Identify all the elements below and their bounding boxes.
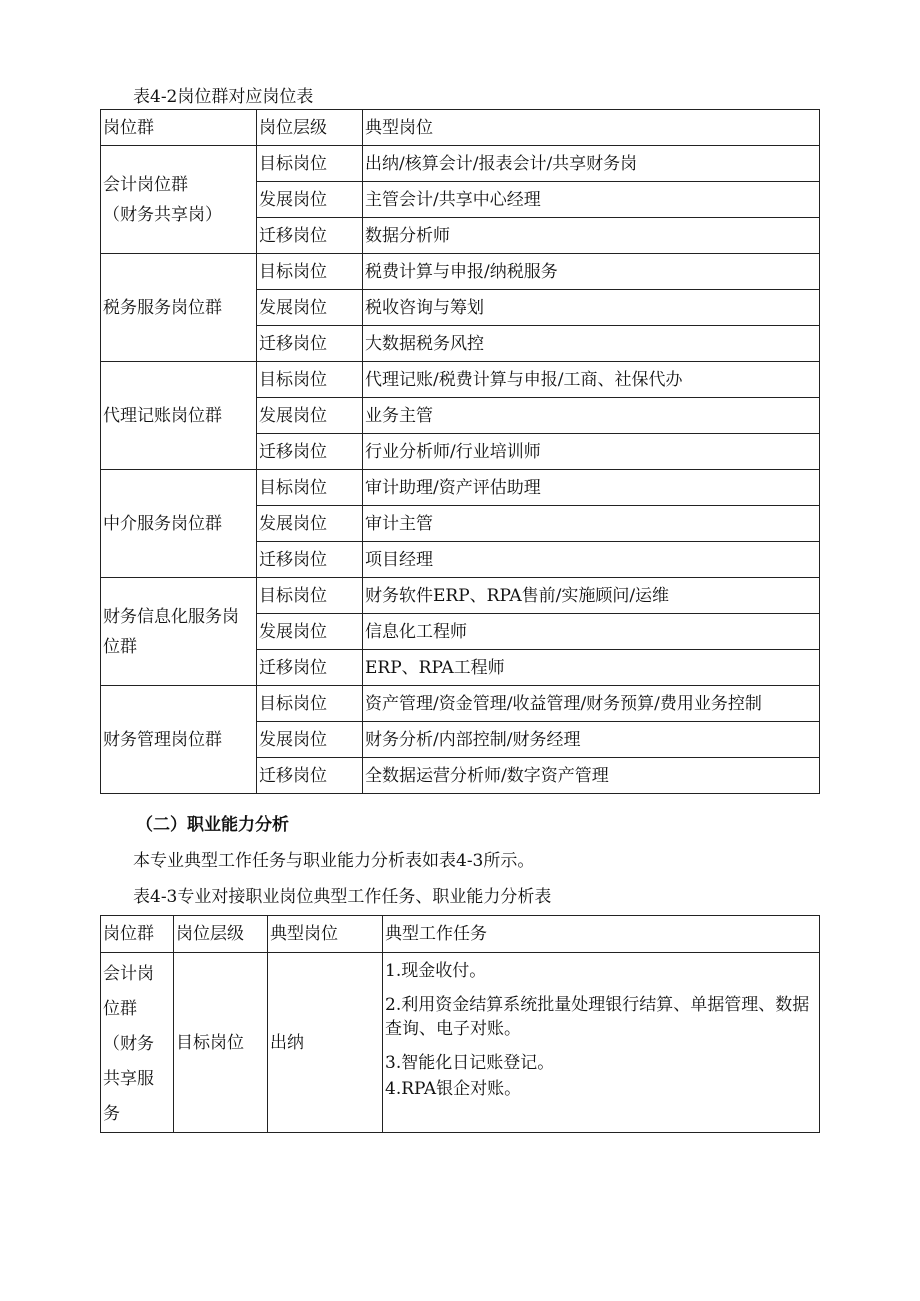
level-cell: 目标岗位 <box>257 362 363 398</box>
jobs-cell: 出纳/核算会计/报表会计/共享财务岗 <box>363 146 820 182</box>
header-cell: 典型岗位 <box>268 916 383 953</box>
level-cell: 发展岗位 <box>257 290 363 326</box>
jobs-cell: 大数据税务风控 <box>363 326 820 362</box>
level-cell: 目标岗位 <box>257 578 363 614</box>
jobs-cell: 审计助理/资产评估助理 <box>363 470 820 506</box>
job-group-name: 务 <box>103 1104 120 1124</box>
jobs-cell: 资产管理/资金管理/收益管理/财务预算/费用业务控制 <box>363 686 820 722</box>
level-cell: 目标岗位 <box>257 146 363 182</box>
job-group-name: 位群 <box>103 999 137 1019</box>
task-item: 4.RPA银企对账。 <box>385 1079 522 1099</box>
jobs-cell: ERP、RPA工程师 <box>363 650 820 686</box>
jobs-cell: 代理记账/税费计算与申报/工商、社保代办 <box>363 362 820 398</box>
level-cell: 发展岗位 <box>257 722 363 758</box>
jobs-cell: 业务主管 <box>363 398 820 434</box>
jobs-cell: 信息化工程师 <box>363 614 820 650</box>
job-group-cell <box>101 146 257 254</box>
table-header-row <box>101 916 820 953</box>
table-row <box>101 146 820 182</box>
header-cell: 典型工作任务 <box>383 916 820 953</box>
task-item: 1.现金收付。 <box>385 961 487 981</box>
job-group-cell: 代理记账岗位群 <box>101 362 257 470</box>
task-item: 2.利用资金结算系统批量处理银行结算、单据管理、数据查询、电子对账。 <box>385 995 810 1039</box>
table1-caption: 表4-2岗位群对应岗位表 <box>133 87 314 107</box>
level-cell: 迁移岗位 <box>257 650 363 686</box>
job-group-cell: 财务管理岗位群 <box>101 686 257 794</box>
level-cell: 迁移岗位 <box>257 542 363 578</box>
jobs-cell: 主管会计/共享中心经理 <box>363 182 820 218</box>
jobs-cell: 财务分析/内部控制/财务经理 <box>363 722 820 758</box>
level-cell: 目标岗位 <box>257 470 363 506</box>
jobs-cell: 行业分析师/行业培训师 <box>363 434 820 470</box>
table2-caption: 表4-3专业对接职业岗位典型工作任务、职业能力分析表 <box>133 887 552 907</box>
level-cell: 目标岗位 <box>257 254 363 290</box>
jobs-cell: 审计主管 <box>363 506 820 542</box>
section-heading: （二）职业能力分析 <box>136 815 289 835</box>
table-header-row <box>101 110 820 146</box>
level-cell: 目标岗位 <box>174 953 268 1133</box>
job-group-name: 会计岗位群 <box>103 174 188 195</box>
job-group-name: （财务 <box>103 1034 154 1054</box>
job-group-cell <box>101 578 257 686</box>
header-cell: 岗位层级 <box>257 110 363 146</box>
job-group-table <box>100 109 820 794</box>
header-cell: 岗位层级 <box>174 916 268 953</box>
level-cell: 迁移岗位 <box>257 434 363 470</box>
level-cell: 发展岗位 <box>257 182 363 218</box>
level-cell: 发展岗位 <box>257 506 363 542</box>
level-cell: 目标岗位 <box>257 686 363 722</box>
jobs-cell: 税收咨询与筹划 <box>363 290 820 326</box>
job-group-name: 位群 <box>103 636 137 657</box>
table-row <box>101 578 820 614</box>
level-cell: 迁移岗位 <box>257 218 363 254</box>
level-cell: 迁移岗位 <box>257 758 363 794</box>
job-group-cell: 中介服务岗位群 <box>101 470 257 578</box>
job-group-name: 共享服 <box>103 1069 154 1089</box>
header-cell: 岗位群 <box>101 110 257 146</box>
job-group-name: 财务信息化服务岗 <box>103 606 239 627</box>
jobs-cell: 财务软件ERP、RPA售前/实施顾问/运维 <box>363 578 820 614</box>
jobs-cell: 税费计算与申报/纳税服务 <box>363 254 820 290</box>
jobs-cell: 全数据运营分析师/数字资产管理 <box>363 758 820 794</box>
tasks-cell <box>383 953 820 1133</box>
jobs-cell: 数据分析师 <box>363 218 820 254</box>
table-row <box>101 362 820 398</box>
job-group-name: 会计岗 <box>103 964 154 984</box>
jobs-cell: 项目经理 <box>363 542 820 578</box>
table-row <box>101 470 820 506</box>
job-group-cell <box>101 953 174 1133</box>
level-cell: 发展岗位 <box>257 398 363 434</box>
level-cell: 发展岗位 <box>257 614 363 650</box>
table-row <box>101 254 820 290</box>
task-item: 3.智能化日记账登记。 <box>385 1053 555 1073</box>
section-paragraph: 本专业典型工作任务与职业能力分析表如表4-3所示。 <box>133 851 535 871</box>
table-row <box>101 686 820 722</box>
task-analysis-table <box>100 915 820 1133</box>
job-group-name: （财务共享岗） <box>103 204 222 225</box>
header-cell: 典型岗位 <box>363 110 820 146</box>
level-cell: 迁移岗位 <box>257 326 363 362</box>
table-row <box>101 953 820 1133</box>
job-group-cell: 税务服务岗位群 <box>101 254 257 362</box>
header-cell: 岗位群 <box>101 916 174 953</box>
job-cell: 出纳 <box>268 953 383 1133</box>
